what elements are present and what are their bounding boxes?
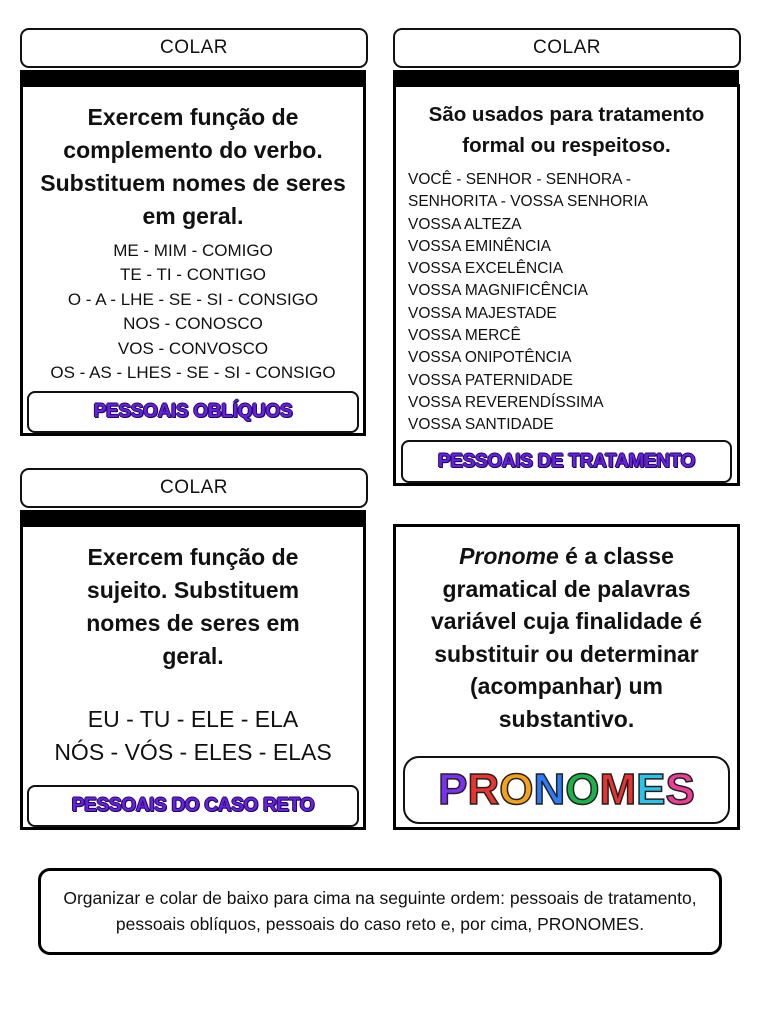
colar-tab-label: COLAR (160, 477, 228, 498)
caso-reto-line-1: EU - TU - ELE - ELA (87, 706, 299, 732)
pronomes-title (403, 756, 730, 824)
tratamento-description: São usados para tratamento formal ou respeitoso. (428, 103, 705, 157)
label-pessoais-obliquos: PESSOAIS OBLÍQUOS (27, 391, 359, 433)
instruction-text: Organizar e colar de baixo para cima na seguinte ordem: pessoais de tratamento, pessoais oblíquos, pessoais do caso reto e, por cima, PRONOMES. (63, 888, 697, 934)
caso-reto-line-2: NÓS - VÓS - ELES - ELAS (54, 739, 332, 765)
caso-reto-description: Exercem função de sujeito. Substituem nomes de seres em geral. (86, 544, 300, 669)
obliquos-list (29, 239, 357, 385)
pronome-definition-text: é a classe gramatical de palavras variável cuja finalidade é substituir ou determinar (acompanhar) um substantivo. (430, 543, 703, 732)
pronomes-letter: O (565, 765, 600, 814)
pronomes-letter: M (599, 765, 637, 814)
label-pessoais-tratamento: PESSOAIS DE TRATAMENTO (401, 440, 732, 483)
instruction-note (38, 868, 722, 955)
colar-tab-label: COLAR (160, 37, 228, 58)
list-item: NOS - CONOSCO (123, 314, 263, 334)
card-pessoais-obliquos (20, 84, 366, 436)
list-item: O - A - LHE - SE - SI - CONSIGO (67, 289, 319, 309)
list-item: VOSSA MAJESTADE (408, 304, 557, 322)
list-item: VOCÊ - SENHOR - SENHORA - (408, 171, 632, 188)
list-item: VOSSA ALTEZA (408, 215, 522, 233)
list-item: OS - AS - LHES - SE - SI - CONSIGO (50, 363, 336, 383)
list-item: VOSSA EMINÊNCIA (408, 237, 551, 255)
pronomes-letter: P (438, 765, 468, 814)
list-item: SENHORITA - VOSSA SENHORIA (408, 193, 649, 211)
colar-tab-caso-reto (20, 468, 368, 508)
list-item: VOSSA MAGNIFICÊNCIA (408, 282, 589, 300)
list-item: VOS - CONVOSCO (117, 338, 269, 358)
list-item: VOSSA REVERENDÍSSIMA (408, 393, 604, 411)
list-item: VOSSA PATERNIDADE (408, 371, 573, 389)
list-item: TE - TI - CONTIGO (119, 265, 267, 285)
obliquos-description: Exercem função de complemento do verbo. Substituem nomes de seres em geral. (40, 104, 346, 229)
list-item: ME - MIM - COMIGO (113, 241, 273, 260)
pronomes-letter: O (499, 765, 534, 814)
black-bar (393, 70, 739, 84)
black-bar (20, 70, 366, 84)
pronome-term: Pronome (459, 543, 559, 569)
pronomes-letter: E (636, 765, 666, 814)
tratamento-list (408, 169, 729, 437)
colar-tab-label: COLAR (533, 37, 601, 58)
label-pessoais-caso-reto: PESSOAIS DO CASO RETO (27, 785, 359, 827)
black-bar (20, 510, 366, 524)
list-item: VOSSA EXCELÊNCIA (408, 260, 564, 278)
card-pessoais-caso-reto (20, 524, 366, 830)
card-pronomes (393, 524, 740, 830)
colar-tab-obliquos (20, 28, 368, 68)
colar-tab-tratamento (393, 28, 741, 68)
pronomes-letter: N (533, 765, 566, 814)
card-pessoais-tratamento (393, 84, 740, 486)
list-item: VOSSA SANTIDADE (408, 416, 554, 434)
pronomes-letter: R (467, 765, 500, 814)
pronomes-letter: S (665, 765, 695, 814)
pronome-definition (404, 540, 729, 735)
list-item: VOSSA MERCÊ (408, 327, 521, 345)
list-item: VOSSA ONIPOTÊNCIA (408, 349, 572, 367)
